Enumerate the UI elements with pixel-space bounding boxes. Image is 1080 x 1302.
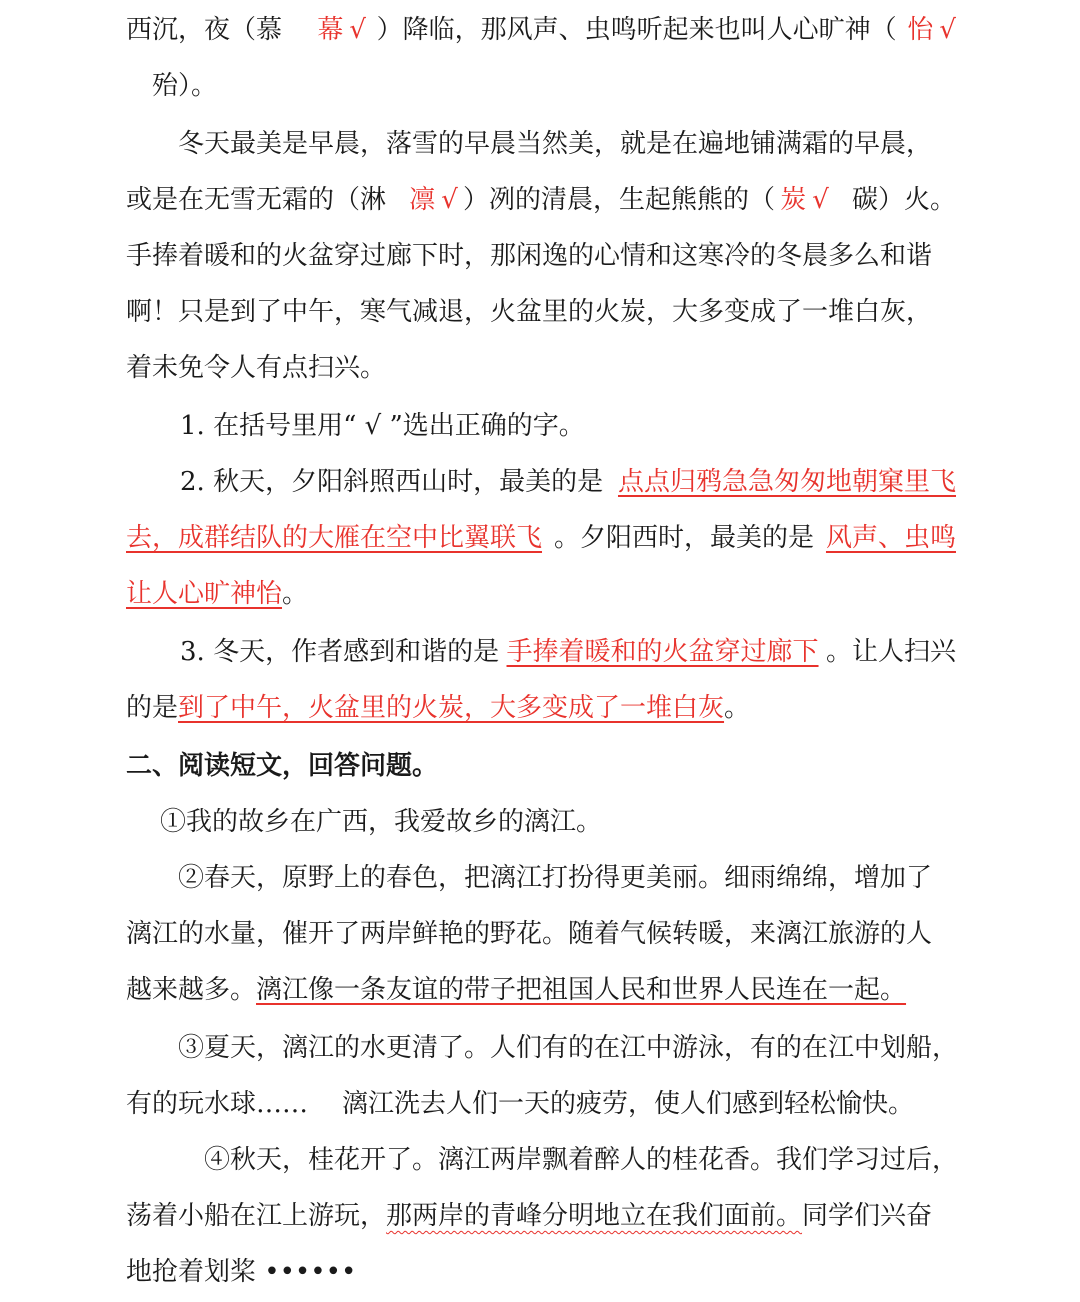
passage-line: 着未免令人有点扫兴。	[126, 353, 387, 383]
passage-line: 或是在无雪无霜的（淋 凛 √ ）冽的清晨，生起熊熊的（ 炭 √ 碳）火。	[126, 182, 956, 218]
answer-underline: 去，成群结队的大雁在空中比翼联飞	[126, 523, 543, 553]
article-line: 有的玩水球…… 漓江洗去人们一天的疲劳，使人们感到轻松愉快。	[126, 1089, 915, 1119]
question-2: 2. 秋天，夕阳斜照西山时，最美的是 点点归鸦急急匆匆地朝窠里飞	[180, 464, 956, 500]
article-line: 地抢着划桨 ••••••	[126, 1257, 357, 1287]
passage-line: 殆）。	[152, 71, 218, 101]
answer-underline: 风声、虫鸣	[825, 523, 956, 553]
answer-underline: 到了中午，火盆里的火炭，大多变成了一堆白灰	[178, 693, 725, 723]
answer-underline: 漓江像一条友谊的带子把祖国人民和世界人民连在一起。	[256, 975, 907, 1005]
question-1: 1. 在括号里用“ √ ”选出正确的字。	[180, 411, 585, 441]
question-3-line: 的是 到了中午，火盆里的火炭，大多变成了一堆白灰 。	[126, 690, 750, 726]
answer-mark: 怡 √	[907, 15, 956, 45]
article-paragraph-2: ②春天，原野上的春色，把漓江打扮得更美丽。细雨绵绵，增加了	[178, 863, 933, 893]
article-paragraph-3: ③夏天，漓江的水更清了。人们有的在江中游泳，有的在江中划船，	[178, 1033, 959, 1063]
answer-underline: 手捧着暖和的火盆穿过廊下	[506, 637, 819, 667]
passage-line: 冬天最美是早晨，落雪的早晨当然美，就是在遍地铺满霜的早晨，	[178, 129, 933, 159]
question-3: 3. 冬天，作者感到和谐的是 手捧着暖和的火盆穿过廊下 。让人扫兴	[180, 634, 956, 670]
passage-line: 西沉，夜（慕 幕 √ ）降临，那风声、虫鸣听起来也叫人心旷神（ 怡 √	[126, 12, 956, 48]
answer-underline: 让人心旷神怡	[126, 579, 283, 609]
answer-wavy-underline: 那两岸的青峰分明地立在我们面前。	[386, 1201, 803, 1231]
answer-underline: 点点归鸦急急匆匆地朝窠里飞	[617, 467, 956, 497]
answer-mark: 炭 √	[780, 185, 829, 215]
article-paragraph-1: ①我的故乡在广西，我爱故乡的漓江。	[160, 807, 603, 837]
passage-line: 啊！只是到了中午，寒气减退，火盆里的火炭，大多变成了一堆白灰，	[126, 297, 933, 327]
article-line: 荡着小船在江上游玩， 那两岸的青峰分明地立在我们面前。 同学们兴奋	[126, 1198, 932, 1234]
answer-mark: 凛 √	[409, 185, 458, 215]
answer-mark: 幕 √	[317, 15, 366, 45]
question-2-line: 让人心旷神怡 。	[126, 576, 308, 612]
question-2-line: 去，成群结队的大雁在空中比翼联飞 。夕阳西时，最美的是 风声、虫鸣	[126, 520, 956, 556]
article-line: 漓江的水量，催开了两岸鲜艳的野花。随着气候转暖，来漓江旅游的人	[126, 919, 933, 949]
section-heading: 二、阅读短文，回答问题。	[126, 751, 439, 781]
article-paragraph-4: ④秋天，桂花开了。漓江两岸飘着醉人的桂花香。我们学习过后，	[204, 1145, 959, 1175]
passage-line: 手捧着暖和的火盆穿过廊下时，那闲逸的心情和这寒冷的冬晨多么和谐	[126, 241, 933, 271]
article-line: 越来越多。 漓江像一条友谊的带子把祖国人民和世界人民连在一起。	[126, 972, 906, 1008]
